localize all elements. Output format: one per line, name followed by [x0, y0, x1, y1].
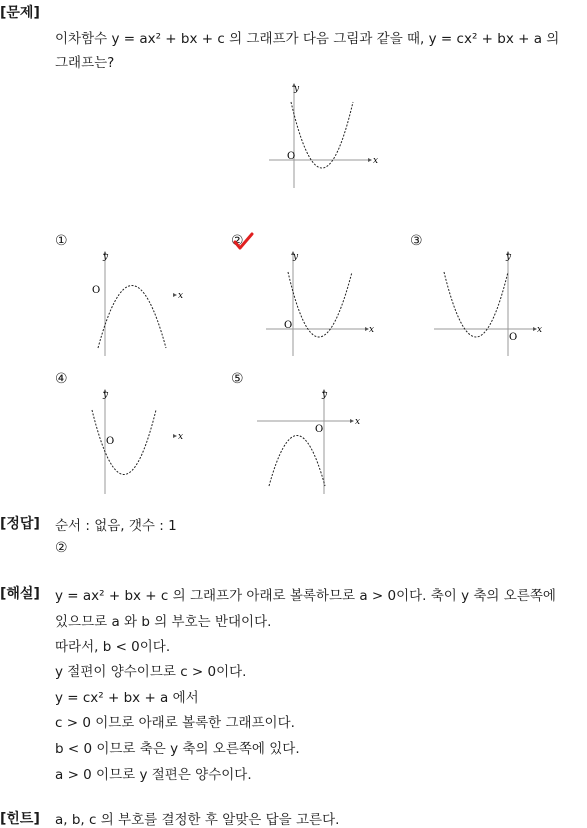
check-mark-icon	[232, 232, 254, 252]
y-axis-label: y	[293, 252, 299, 262]
answer-meta: 순서 : 없음, 갯수 : 1	[55, 518, 177, 534]
explanation-tag: [해설]	[0, 586, 40, 602]
parabola	[288, 272, 352, 337]
y-axis-label: y	[103, 252, 109, 262]
explanation-line: c > 0 이므로 아래로 볼록한 그래프이다.	[55, 715, 295, 731]
choice-2-number[interactable]: ②	[231, 233, 244, 249]
origin-label: O	[287, 151, 296, 162]
y-axis-label: y	[103, 390, 109, 400]
explanation-line: y = ax² + bx + c 의 그래프가 아래로 볼록하므로 a > 0이다. 축이 y 축의 오른쪽에	[55, 588, 556, 604]
choice-1-number[interactable]: ①	[55, 233, 68, 249]
explanation-line: y 절편이 양수이므로 c > 0이다.	[55, 664, 247, 680]
parabola	[92, 410, 156, 475]
x-axis-label: x	[369, 325, 375, 335]
choice-3-graph[interactable]	[430, 250, 545, 360]
parabola	[269, 436, 325, 487]
choice-5-graph[interactable]	[253, 388, 368, 498]
x-arrow	[173, 293, 177, 297]
parabola	[291, 102, 353, 168]
parabola	[98, 286, 166, 349]
hint-tag: [힌트]	[0, 811, 40, 827]
explanation-line: 따라서, b < 0이다.	[55, 639, 171, 655]
y-axis-label: y	[294, 84, 300, 94]
y-axis-label: y	[506, 252, 512, 262]
choice-5-number[interactable]: ⑤	[231, 371, 244, 387]
origin-label: O	[284, 320, 293, 331]
explanation-line: 있으므로 a 와 b 의 부호는 반대이다.	[55, 614, 272, 630]
answer-value: ②	[55, 540, 68, 556]
answer-tag: [정답]	[0, 516, 40, 532]
x-arrow	[350, 419, 354, 423]
origin-label: O	[92, 285, 101, 296]
x-axis-label: x	[373, 156, 379, 166]
x-axis-label: x	[537, 325, 543, 335]
choice-4-number[interactable]: ④	[55, 371, 68, 387]
y-axis-label: y	[322, 390, 328, 400]
parabola	[444, 272, 508, 337]
problem-tag: [문제]	[0, 5, 40, 21]
origin-label: O	[509, 332, 518, 343]
explanation-line: y = cx² + bx + a 에서	[55, 690, 199, 706]
x-arrow	[173, 434, 177, 438]
choice-4-graph[interactable]	[88, 388, 198, 498]
origin-label: O	[106, 436, 115, 447]
choice-1-graph[interactable]	[88, 250, 198, 360]
problem-text-line1: 이차함수 y = ax² + bx + c 의 그래프가 다음 그림과 같을 때, y = cx² + bx + a 의	[55, 31, 560, 47]
problem-text-line2: 그래프는?	[55, 55, 115, 71]
explanation-line: b < 0 이므로 축은 y 축의 오른쪽에 있다.	[55, 741, 300, 757]
choice-3-number[interactable]: ③	[410, 233, 423, 249]
x-axis-label: x	[355, 417, 361, 427]
hint-text: a, b, c 의 부호를 결정한 후 알맞은 답을 고른다.	[55, 812, 340, 828]
x-axis-label: x	[178, 432, 184, 442]
main-graph	[265, 82, 380, 192]
choice-2-graph[interactable]	[262, 250, 377, 360]
origin-label: O	[315, 424, 324, 435]
x-axis-label: x	[178, 291, 184, 301]
x-arrow	[368, 158, 372, 162]
explanation-line: a > 0 이므로 y 절편은 양수이다.	[55, 767, 252, 783]
